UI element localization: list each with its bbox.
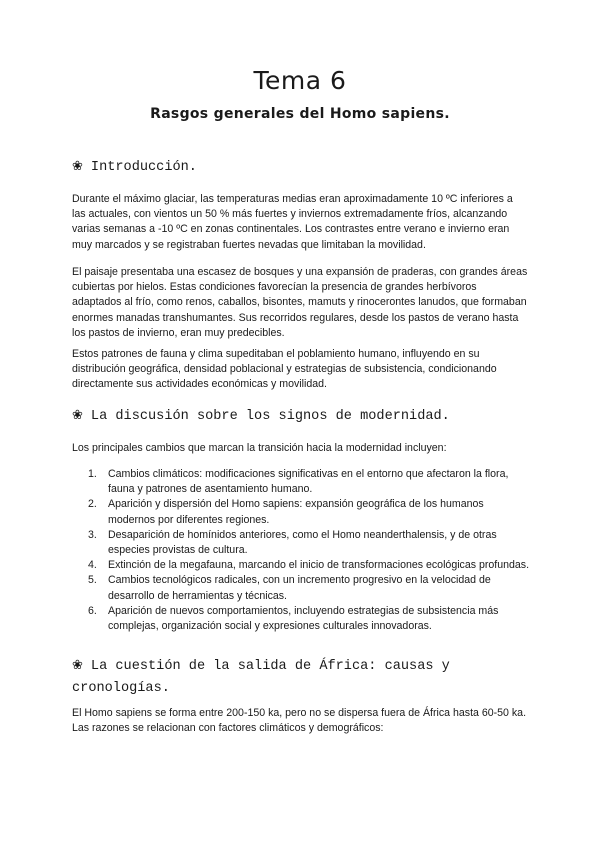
list-item-text: Cambios climáticos: modificaciones significativas en el entorno que afectaron la flora, fauna y patrones de asentamiento humano. — [108, 468, 509, 496]
paragraph: Durante el máximo glaciar, las temperaturas medias eran aproximadamente 10 ºC inferiores a las actuales, con vientos un 50 % más fuertes y inviernos extremadamente fríos, alcanzando varias semanas a -10 ºC en zonas continentales. Los contrastes entre verano e invierno eran muy marcados y se registraban fuertes nevadas que limitaban la movilidad. — [72, 193, 513, 251]
flower-icon: ❀ — [72, 159, 83, 174]
list-item-number: 1. — [88, 468, 97, 480]
list-item-text: Aparición y dispersión del Homo sapiens: expansión geográfica de los humanos modernos por diferentes regiones. — [108, 498, 484, 526]
list-item-number: 4. — [88, 559, 97, 572]
list-item-text: Cambios tecnológicos radicales, con un incremento progresivo en la velocidad de desarrollo de herramientas y técnicas. — [108, 574, 491, 602]
list-item-number: 2. — [88, 498, 97, 511]
flower-icon: ❀ — [72, 408, 83, 423]
section-heading-modernidad — [72, 405, 542, 428]
document-subtitle: Rasgos generales del Homo sapiens. — [150, 106, 450, 122]
list-item — [72, 604, 532, 634]
list-item-text: Extinción de la megafauna, marcando el inicio de transformaciones ecológicas profundas. — [108, 559, 530, 572]
list-item — [72, 573, 532, 603]
paragraph: Estos patrones de fauna y clima supeditaban el poblamiento humano, influyendo en su distribución geográfica, densidad poblacional y estrategias de subsistencia, condicionando directamente sus actividades económicas y movilidad. — [72, 348, 497, 391]
list-item — [72, 528, 532, 558]
list-item — [72, 467, 532, 497]
section-heading-text: La discusión sobre los signos de modernidad. — [90, 409, 450, 424]
list-item-number: 3. — [88, 528, 97, 541]
section-heading-salida-africa — [72, 655, 542, 700]
list-item-text: Desaparición de homínidos anteriores, como el Homo neanderthalensis, y de otras especies provistas de cultura. — [108, 528, 497, 557]
list-item — [72, 497, 532, 527]
paragraph: El Homo sapiens se forma entre 200-150 ka, pero no se dispersa fuera de África hasta 60-50 ka. Las razones se relacionan con factores climáticos y demográficos: — [72, 707, 527, 735]
list-item — [72, 558, 532, 573]
flower-icon: ❀ — [72, 658, 83, 673]
paragraph: El paisaje presentaba una escasez de bosques y una expansión de praderas, con grandes áreas cubiertas por hielos. Estas condiciones favorecían la presencia de grandes herbívoros adaptados al frío, como renos, caballos, bisontes, mamuts y rinocerontes lanudos, que formaban enormes manadas transhumantes. Sus recorridos regulares, desde los pastos de verano hasta los pastos de invierno, eran muy predecibles. — [72, 266, 528, 339]
list-item-number: 5. — [88, 574, 97, 587]
list-intro: Los principales cambios que marcan la transición hacia la modernidad incluyen: — [72, 442, 447, 454]
section-heading-text: La cuestión de la salida de África: causas y cronologías. — [72, 659, 450, 696]
list-item-text: Aparición de nuevos comportamientos, incluyendo estrategias de subsistencia más complejas, organización social y expresiones culturales innovadoras. — [108, 604, 499, 633]
list-item-number: 6. — [88, 604, 97, 617]
section-heading-text: Introducción. — [90, 160, 197, 175]
document-title: Tema 6 — [253, 66, 347, 95]
modernity-changes-list — [72, 467, 532, 634]
section-heading-introduccion — [72, 156, 542, 179]
